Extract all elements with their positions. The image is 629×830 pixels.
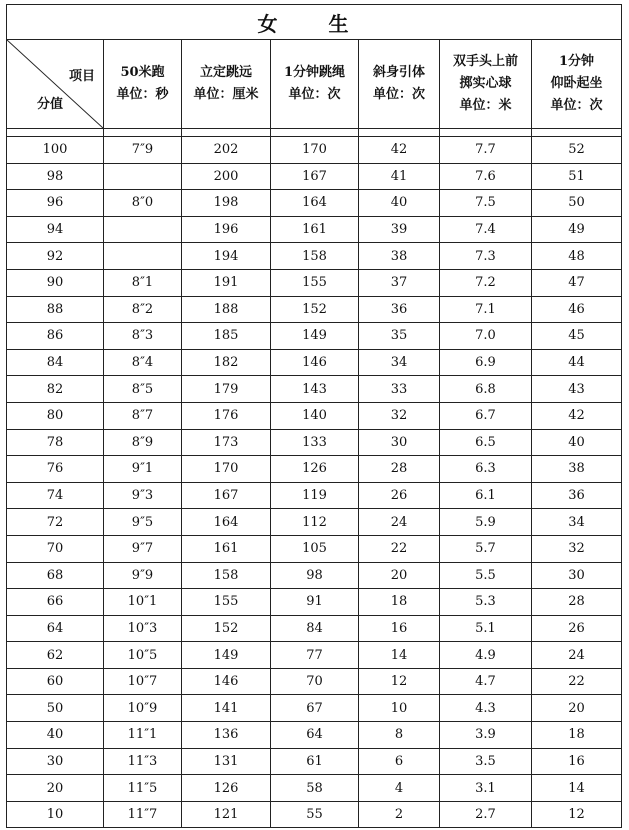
cell-long-jump: 158 bbox=[182, 562, 271, 589]
cell-long-jump: 126 bbox=[182, 775, 271, 802]
cell-rope-skip: 155 bbox=[271, 269, 359, 296]
cell-score: 80 bbox=[7, 402, 104, 429]
cell-rope-skip: 105 bbox=[271, 535, 359, 562]
cell-score: 98 bbox=[7, 163, 104, 190]
cell-sit-ups: 50 bbox=[532, 190, 622, 217]
cell-score: 74 bbox=[7, 482, 104, 509]
header-row bbox=[7, 40, 622, 129]
header-line: 掷实心球 bbox=[459, 76, 512, 91]
header-unit: 单位：次 bbox=[550, 98, 603, 113]
cell-rope-skip: 64 bbox=[271, 722, 359, 749]
cell-ball-throw: 7.6 bbox=[440, 163, 532, 190]
cell-rope-skip: 164 bbox=[271, 190, 359, 217]
cell-pull-up: 32 bbox=[359, 402, 440, 429]
cell-score: 84 bbox=[7, 349, 104, 376]
cell-score: 100 bbox=[7, 137, 104, 164]
cell-pull-up: 28 bbox=[359, 456, 440, 483]
cell-long-jump: 146 bbox=[182, 668, 271, 695]
cell-run-50m bbox=[104, 243, 182, 270]
cell-rope-skip: 126 bbox=[271, 456, 359, 483]
cell-sit-ups: 22 bbox=[532, 668, 622, 695]
cell-run-50m: 10″9 bbox=[104, 695, 182, 722]
table-row bbox=[7, 243, 622, 270]
cell-run-50m: 11″7 bbox=[104, 801, 182, 828]
cell-long-jump: 188 bbox=[182, 296, 271, 323]
cell-long-jump: 152 bbox=[182, 615, 271, 642]
cell-rope-skip: 152 bbox=[271, 296, 359, 323]
header-unit: 单位：次 bbox=[288, 87, 341, 102]
cell-rope-skip: 167 bbox=[271, 163, 359, 190]
cell-rope-skip: 84 bbox=[271, 615, 359, 642]
cell-ball-throw: 7.2 bbox=[440, 269, 532, 296]
cell-sit-ups: 34 bbox=[532, 509, 622, 536]
cell-sit-ups: 30 bbox=[532, 562, 622, 589]
cell-ball-throw: 6.3 bbox=[440, 456, 532, 483]
cell-run-50m: 11″3 bbox=[104, 748, 182, 775]
cell-pull-up: 41 bbox=[359, 163, 440, 190]
table-row bbox=[7, 402, 622, 429]
cell-rope-skip: 140 bbox=[271, 402, 359, 429]
cell-rope-skip: 67 bbox=[271, 695, 359, 722]
cell-sit-ups: 24 bbox=[532, 642, 622, 669]
cell-sit-ups: 32 bbox=[532, 535, 622, 562]
header-unit: 单位：秒 bbox=[116, 87, 169, 102]
cell-long-jump: 198 bbox=[182, 190, 271, 217]
cell-run-50m: 10″1 bbox=[104, 589, 182, 616]
cell-long-jump: 141 bbox=[182, 695, 271, 722]
cell-pull-up: 24 bbox=[359, 509, 440, 536]
cell-sit-ups: 48 bbox=[532, 243, 622, 270]
header-item-label: 项目 bbox=[68, 69, 95, 84]
cell-long-jump: 149 bbox=[182, 642, 271, 669]
cell-sit-ups: 26 bbox=[532, 615, 622, 642]
cell-sit-ups: 44 bbox=[532, 349, 622, 376]
cell-run-50m: 8″3 bbox=[104, 323, 182, 350]
cell-rope-skip: 61 bbox=[271, 748, 359, 775]
table-row bbox=[7, 589, 622, 616]
cell-sit-ups: 40 bbox=[532, 429, 622, 456]
cell-score: 30 bbox=[7, 748, 104, 775]
cell-run-50m: 10″5 bbox=[104, 642, 182, 669]
cell-rope-skip: 119 bbox=[271, 482, 359, 509]
header-unit: 单位：厘米 bbox=[193, 87, 259, 102]
score-table bbox=[6, 4, 622, 828]
cell-rope-skip: 70 bbox=[271, 668, 359, 695]
cell-score: 88 bbox=[7, 296, 104, 323]
cell-pull-up: 42 bbox=[359, 137, 440, 164]
cell-long-jump: 191 bbox=[182, 269, 271, 296]
cell-run-50m: 9″7 bbox=[104, 535, 182, 562]
table-row bbox=[7, 137, 622, 164]
cell-ball-throw: 5.9 bbox=[440, 509, 532, 536]
table-row bbox=[7, 668, 622, 695]
cell-score: 96 bbox=[7, 190, 104, 217]
cell-sit-ups: 18 bbox=[532, 722, 622, 749]
cell-run-50m bbox=[104, 163, 182, 190]
table-row bbox=[7, 216, 622, 243]
table-row bbox=[7, 509, 622, 536]
cell-run-50m: 8″0 bbox=[104, 190, 182, 217]
cell-score: 66 bbox=[7, 589, 104, 616]
cell-ball-throw: 5.3 bbox=[440, 589, 532, 616]
table-row bbox=[7, 323, 622, 350]
cell-long-jump: 173 bbox=[182, 429, 271, 456]
cell-pull-up: 20 bbox=[359, 562, 440, 589]
cell-long-jump: 164 bbox=[182, 509, 271, 536]
cell-score: 60 bbox=[7, 668, 104, 695]
cell-pull-up: 33 bbox=[359, 376, 440, 403]
cell-ball-throw: 7.4 bbox=[440, 216, 532, 243]
table-row bbox=[7, 429, 622, 456]
cell-pull-up: 37 bbox=[359, 269, 440, 296]
cell-long-jump: 202 bbox=[182, 137, 271, 164]
cell-ball-throw: 6.7 bbox=[440, 402, 532, 429]
cell-run-50m: 8″2 bbox=[104, 296, 182, 323]
cell-ball-throw: 5.1 bbox=[440, 615, 532, 642]
cell-ball-throw: 7.1 bbox=[440, 296, 532, 323]
cell-ball-throw: 4.3 bbox=[440, 695, 532, 722]
cell-pull-up: 10 bbox=[359, 695, 440, 722]
cell-ball-throw: 5.7 bbox=[440, 535, 532, 562]
table-row bbox=[7, 562, 622, 589]
cell-ball-throw: 4.9 bbox=[440, 642, 532, 669]
cell-pull-up: 16 bbox=[359, 615, 440, 642]
cell-ball-throw: 7.3 bbox=[440, 243, 532, 270]
cell-run-50m: 9″9 bbox=[104, 562, 182, 589]
cell-sit-ups: 45 bbox=[532, 323, 622, 350]
cell-rope-skip: 55 bbox=[271, 801, 359, 828]
cell-long-jump: 161 bbox=[182, 535, 271, 562]
cell-long-jump: 131 bbox=[182, 748, 271, 775]
cell-ball-throw: 2.7 bbox=[440, 801, 532, 828]
cell-long-jump: 136 bbox=[182, 722, 271, 749]
table-row bbox=[7, 722, 622, 749]
table-row bbox=[7, 801, 622, 828]
table-row bbox=[7, 482, 622, 509]
cell-score: 20 bbox=[7, 775, 104, 802]
cell-sit-ups: 42 bbox=[532, 402, 622, 429]
cell-sit-ups: 47 bbox=[532, 269, 622, 296]
cell-sit-ups: 38 bbox=[532, 456, 622, 483]
cell-run-50m: 8″9 bbox=[104, 429, 182, 456]
cell-pull-up: 8 bbox=[359, 722, 440, 749]
cell-long-jump: 182 bbox=[182, 349, 271, 376]
cell-sit-ups: 12 bbox=[532, 801, 622, 828]
header-unit: 单位：次 bbox=[372, 87, 425, 102]
header-rope-skipping bbox=[271, 40, 359, 129]
cell-score: 92 bbox=[7, 243, 104, 270]
cell-long-jump: 196 bbox=[182, 216, 271, 243]
table-row bbox=[7, 695, 622, 722]
cell-rope-skip: 158 bbox=[271, 243, 359, 270]
cell-rope-skip: 146 bbox=[271, 349, 359, 376]
cell-pull-up: 36 bbox=[359, 296, 440, 323]
cell-pull-up: 40 bbox=[359, 190, 440, 217]
header-line: 仰卧起坐 bbox=[550, 76, 603, 91]
cell-run-50m: 10″3 bbox=[104, 615, 182, 642]
header-line: 斜身引体 bbox=[372, 65, 425, 80]
table-row bbox=[7, 269, 622, 296]
header-sit-ups bbox=[532, 40, 622, 129]
table-row bbox=[7, 349, 622, 376]
cell-pull-up: 2 bbox=[359, 801, 440, 828]
cell-ball-throw: 3.1 bbox=[440, 775, 532, 802]
cell-run-50m: 9″3 bbox=[104, 482, 182, 509]
cell-long-jump: 167 bbox=[182, 482, 271, 509]
cell-ball-throw: 6.1 bbox=[440, 482, 532, 509]
cell-run-50m: 10″7 bbox=[104, 668, 182, 695]
cell-run-50m: 8″1 bbox=[104, 269, 182, 296]
cell-sit-ups: 51 bbox=[532, 163, 622, 190]
cell-run-50m: 11″5 bbox=[104, 775, 182, 802]
cell-run-50m: 8″7 bbox=[104, 402, 182, 429]
cell-sit-ups: 52 bbox=[532, 137, 622, 164]
table-row bbox=[7, 296, 622, 323]
header-line: 立定跳远 bbox=[199, 65, 252, 80]
cell-long-jump: 200 bbox=[182, 163, 271, 190]
cell-sit-ups: 49 bbox=[532, 216, 622, 243]
table-row bbox=[7, 615, 622, 642]
header-unit: 单位：米 bbox=[459, 98, 512, 113]
cell-pull-up: 18 bbox=[359, 589, 440, 616]
cell-ball-throw: 5.5 bbox=[440, 562, 532, 589]
header-score-label: 分值 bbox=[37, 97, 64, 112]
header-line: 双手头上前 bbox=[452, 54, 518, 69]
cell-score: 72 bbox=[7, 509, 104, 536]
cell-score: 76 bbox=[7, 456, 104, 483]
cell-pull-up: 6 bbox=[359, 748, 440, 775]
cell-ball-throw: 6.9 bbox=[440, 349, 532, 376]
cell-rope-skip: 112 bbox=[271, 509, 359, 536]
table-row bbox=[7, 456, 622, 483]
cell-rope-skip: 149 bbox=[271, 323, 359, 350]
cell-pull-up: 22 bbox=[359, 535, 440, 562]
table-row bbox=[7, 748, 622, 775]
cell-score: 86 bbox=[7, 323, 104, 350]
table-row bbox=[7, 642, 622, 669]
diagonal-header-cell bbox=[7, 40, 104, 129]
header-line: 1分钟跳绳 bbox=[283, 65, 346, 80]
cell-pull-up: 34 bbox=[359, 349, 440, 376]
header-50m-run bbox=[104, 40, 182, 129]
cell-sit-ups: 43 bbox=[532, 376, 622, 403]
header-medicine-ball-throw bbox=[440, 40, 532, 129]
cell-long-jump: 121 bbox=[182, 801, 271, 828]
header-gap-row bbox=[7, 129, 622, 137]
cell-pull-up: 12 bbox=[359, 668, 440, 695]
cell-sit-ups: 36 bbox=[532, 482, 622, 509]
cell-ball-throw: 3.5 bbox=[440, 748, 532, 775]
cell-rope-skip: 161 bbox=[271, 216, 359, 243]
cell-long-jump: 170 bbox=[182, 456, 271, 483]
cell-run-50m: 7″9 bbox=[104, 137, 182, 164]
cell-rope-skip: 133 bbox=[271, 429, 359, 456]
cell-pull-up: 38 bbox=[359, 243, 440, 270]
cell-run-50m: 9″5 bbox=[104, 509, 182, 536]
cell-score: 82 bbox=[7, 376, 104, 403]
cell-ball-throw: 7.7 bbox=[440, 137, 532, 164]
table-row bbox=[7, 535, 622, 562]
cell-run-50m: 11″1 bbox=[104, 722, 182, 749]
cell-rope-skip: 77 bbox=[271, 642, 359, 669]
cell-ball-throw: 3.9 bbox=[440, 722, 532, 749]
cell-score: 40 bbox=[7, 722, 104, 749]
header-inclined-pull-up bbox=[359, 40, 440, 129]
cell-pull-up: 4 bbox=[359, 775, 440, 802]
cell-score: 68 bbox=[7, 562, 104, 589]
header-line: 1分钟 bbox=[558, 54, 595, 69]
table-row bbox=[7, 376, 622, 403]
cell-pull-up: 39 bbox=[359, 216, 440, 243]
cell-score: 70 bbox=[7, 535, 104, 562]
cell-run-50m bbox=[104, 216, 182, 243]
cell-sit-ups: 14 bbox=[532, 775, 622, 802]
cell-sit-ups: 16 bbox=[532, 748, 622, 775]
cell-rope-skip: 58 bbox=[271, 775, 359, 802]
cell-pull-up: 14 bbox=[359, 642, 440, 669]
table-row bbox=[7, 163, 622, 190]
cell-long-jump: 155 bbox=[182, 589, 271, 616]
cell-rope-skip: 98 bbox=[271, 562, 359, 589]
cell-long-jump: 185 bbox=[182, 323, 271, 350]
cell-run-50m: 9″1 bbox=[104, 456, 182, 483]
table-row bbox=[7, 190, 622, 217]
cell-ball-throw: 7.0 bbox=[440, 323, 532, 350]
cell-ball-throw: 6.5 bbox=[440, 429, 532, 456]
cell-score: 78 bbox=[7, 429, 104, 456]
cell-score: 94 bbox=[7, 216, 104, 243]
table-title: 女 生 bbox=[7, 5, 622, 40]
cell-rope-skip: 143 bbox=[271, 376, 359, 403]
cell-ball-throw: 4.7 bbox=[440, 668, 532, 695]
cell-ball-throw: 7.5 bbox=[440, 190, 532, 217]
cell-long-jump: 194 bbox=[182, 243, 271, 270]
cell-ball-throw: 6.8 bbox=[440, 376, 532, 403]
cell-run-50m: 8″4 bbox=[104, 349, 182, 376]
table-body bbox=[7, 137, 622, 828]
cell-sit-ups: 46 bbox=[532, 296, 622, 323]
cell-rope-skip: 91 bbox=[271, 589, 359, 616]
cell-rope-skip: 170 bbox=[271, 137, 359, 164]
cell-sit-ups: 28 bbox=[532, 589, 622, 616]
cell-sit-ups: 20 bbox=[532, 695, 622, 722]
cell-score: 64 bbox=[7, 615, 104, 642]
table-row bbox=[7, 775, 622, 802]
cell-score: 90 bbox=[7, 269, 104, 296]
cell-long-jump: 176 bbox=[182, 402, 271, 429]
score-table-sheet bbox=[6, 4, 621, 825]
cell-pull-up: 35 bbox=[359, 323, 440, 350]
cell-score: 62 bbox=[7, 642, 104, 669]
cell-run-50m: 8″5 bbox=[104, 376, 182, 403]
header-line: 50米跑 bbox=[120, 65, 165, 80]
header-standing-long-jump bbox=[182, 40, 271, 129]
cell-pull-up: 30 bbox=[359, 429, 440, 456]
cell-pull-up: 26 bbox=[359, 482, 440, 509]
cell-long-jump: 179 bbox=[182, 376, 271, 403]
cell-score: 50 bbox=[7, 695, 104, 722]
cell-score: 10 bbox=[7, 801, 104, 828]
